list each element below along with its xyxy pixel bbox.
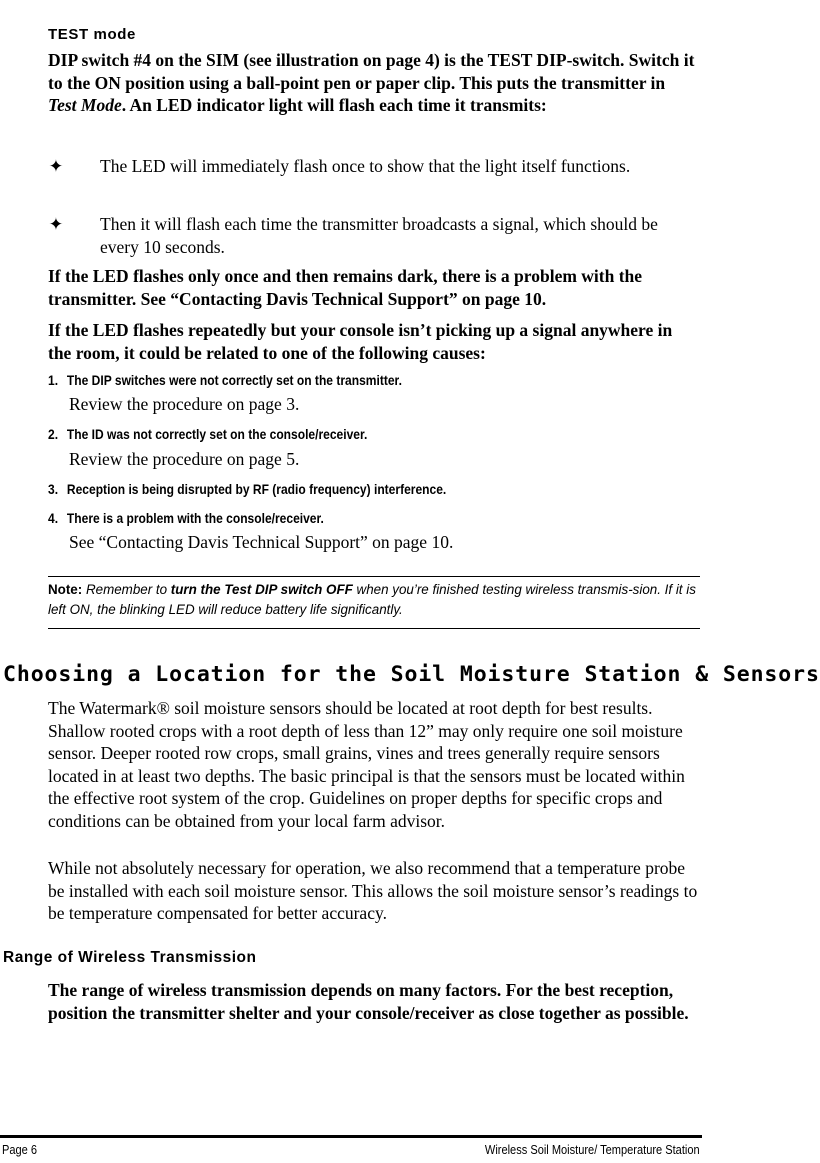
- note-box: [48, 580, 698, 620]
- cause-title: The DIP switches were not correctly set on the transmitter.: [66, 372, 402, 388]
- range-paragraph: The range of wireless transmission depends on many factors. For the best reception, position the transmitter shelter and your console/receiver as close together as possible.: [48, 980, 689, 1023]
- cause-item-title: [48, 426, 367, 442]
- range-section-heading: Range of Wireless Transmission: [3, 949, 257, 966]
- cause-title: There is a problem with the console/receiver.: [66, 510, 324, 526]
- cause-number: 1.: [48, 372, 59, 388]
- intro-text-b: . An LED indicator light will flash each time it transmits:: [121, 95, 547, 115]
- bullet-text: Then it will flash each time the transmitter broadcasts a signal, which should be every 10 seconds.: [100, 214, 658, 257]
- note-text-b: when you’re finished testing wireless transmis-sion. If it is left ON, the blinking LED will reduce battery life significantly.: [48, 582, 696, 617]
- location-section-heading: Choosing a Location for the Soil Moisture Station & Sensors: [3, 662, 820, 687]
- cause-number: 2.: [48, 426, 59, 442]
- bullet-item: [48, 155, 678, 178]
- note-bottom-divider: [48, 628, 700, 629]
- cause-number: 3.: [48, 481, 59, 497]
- test-mode-intro: [48, 49, 698, 117]
- led-flashes-repeatedly-paragraph: If the LED flashes repeatedly but your console isn’t picking up a signal anywhere in the room, it could be related to one of the following causes:: [48, 320, 673, 363]
- note-top-divider: [48, 576, 700, 577]
- cause-detail: Review the procedure on page 5.: [69, 449, 300, 469]
- test-mode-heading: TEST mode: [48, 26, 136, 43]
- cause-title: Reception is being disrupted by RF (radio frequency) interference.: [66, 481, 447, 497]
- location-paragraph-1: The Watermark® soil moisture sensors should be located at root depth for best results. Shallow rooted crops with a root depth of less than 12” may only require one soil moisture sensor. Deeper rooted row crops, small grains, vines and trees generally require sensors located in at least two depths. The basic principal is that the sensors must be located within the effective root system of the crop. Guidelines on proper depths for specific crops and conditions can be obtained from your local farm advisor.: [48, 698, 685, 831]
- cause-number: 4.: [48, 510, 59, 526]
- intro-test-mode-term: Test Mode: [48, 95, 122, 115]
- cause-item-title: [48, 481, 446, 497]
- cause-detail: Review the procedure on page 3.: [69, 394, 300, 414]
- bullet-item: [48, 213, 678, 258]
- location-paragraph-2: While not absolutely necessary for operation, we also recommend that a temperature probe be installed with each soil moisture sensor. This allows the soil moisture sensor’s readings to be temperature compensated for better accuracy.: [48, 858, 698, 923]
- note-label: Note:: [48, 582, 83, 597]
- note-emphasis: turn the Test DIP switch OFF: [170, 582, 353, 597]
- led-flashes-once-paragraph: If the LED flashes only once and then remains dark, there is a problem with the transmitter. See “Contacting Davis Technical Support” on page 10.: [48, 266, 643, 309]
- cause-item-title: [48, 372, 402, 388]
- footer-page-number: Page 6: [2, 1142, 38, 1157]
- footer-document-title: Wireless Soil Moisture/ Temperature Station: [485, 1142, 700, 1157]
- note-text-a: Remember to: [85, 582, 171, 597]
- bullet-text: The LED will immediately flash once to show that the light itself functions.: [100, 156, 631, 176]
- intro-text-a: DIP switch #4 on the SIM (see illustration on page 4) is the TEST DIP-switch. Switch it to the ON position using a ball-point pen or paper clip. This puts the transmitter in: [48, 50, 695, 93]
- footer-divider: [0, 1135, 702, 1138]
- four-point-star-icon: ✦: [48, 156, 64, 176]
- cause-item-title: [48, 510, 324, 526]
- four-point-star-icon: ✦: [48, 214, 64, 234]
- cause-title: The ID was not correctly set on the console/receiver.: [66, 426, 368, 442]
- cause-detail: See “Contacting Davis Technical Support” on page 10.: [69, 532, 454, 552]
